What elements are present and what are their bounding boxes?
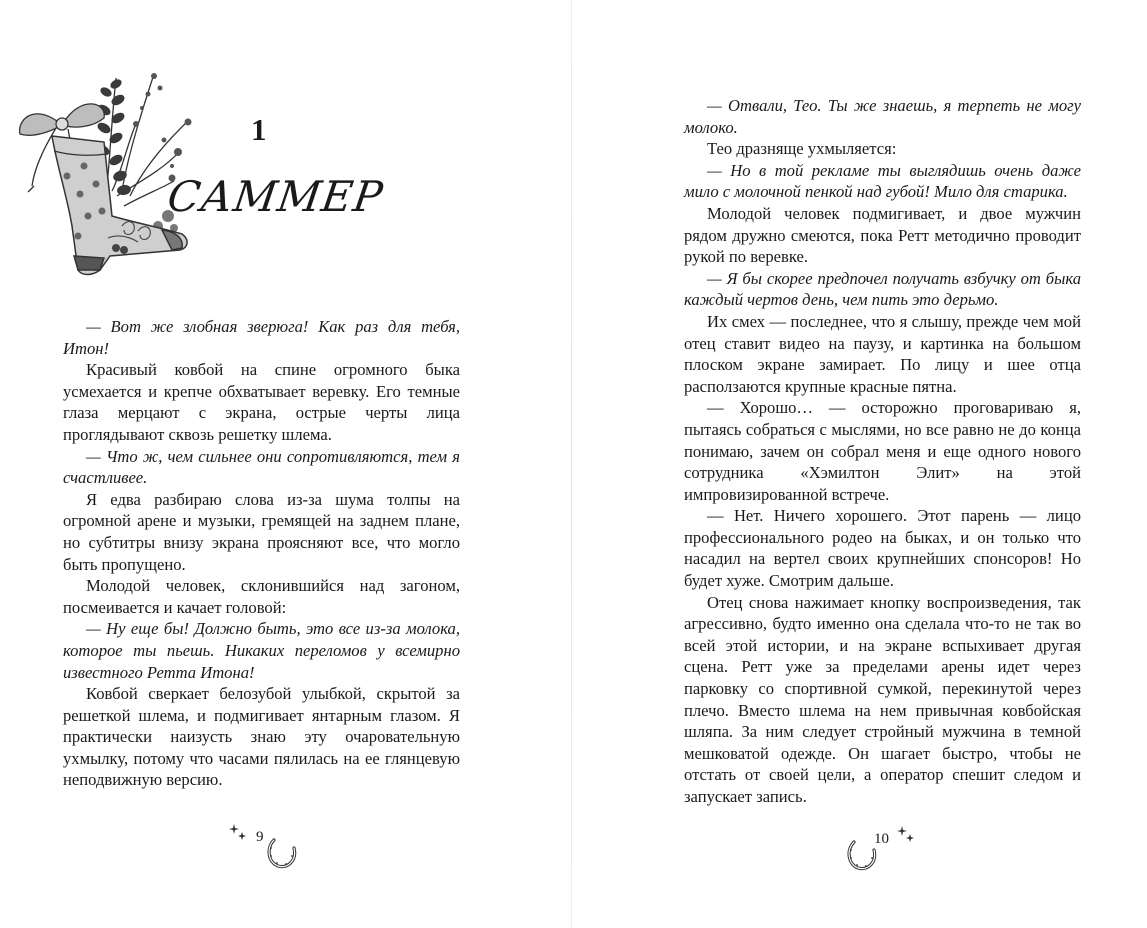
paragraph: — Но в той рекламе ты выглядишь очень даже мило с молочной пенкой над губой! Мило для старика.: [684, 160, 1081, 202]
right-page: [572, 0, 1147, 928]
left-page: [0, 0, 571, 928]
right-page-body: [684, 95, 1081, 808]
page-number: 9: [256, 829, 264, 845]
paragraph: — Вот же злобная зверюга! Как раз для тебя, Итон!: [63, 317, 460, 358]
sparkle-stars-icon: [228, 822, 248, 844]
chapter-title: САММЕР: [164, 172, 387, 221]
chapter-number: 1: [251, 112, 267, 147]
paragraph: Ковбой сверкает белозубой улыбкой, скрытой за решеткой шлема, и подмигивает янтарным глазом. Я практически наизусть знаю эту очаровательную ухмылку, потому что часами пялилась на ее глянцевую неподвижную версию.: [63, 684, 460, 790]
paragraph: — Я бы скорее предпочел получать взбучку от быка каждый чертов день, чем пить это дерьмо.: [684, 268, 1081, 310]
paragraph: Тео дразняще ухмыляется:: [707, 139, 897, 159]
sparkle-stars-icon: [896, 824, 916, 846]
paragraph: — Отвали, Тео. Ты же знаешь, я терпеть не могу молоко.: [684, 96, 1081, 137]
paragraph: — Нет. Ничего хорошего. Этот парень — лицо профессионального родео на быках, и он только что насадил на вертел своих крупнейших спонсоров! Но будет хуже. Смотрим дальше.: [684, 506, 1081, 591]
page-number: 10: [874, 831, 889, 847]
paragraph: Отец снова нажимает кнопку воспроизведения, так агрессивно, будто именно она сделала что-то не так во всей этой истории, и на экране вспыхивает другая сцена. Ретт уже за пределами арены идет через парковку со спортивной сумкой, перекинутой через плечо. Вместо шлема на нем привычная ковбойская шляпа. За ним следует стройный мужчина в темной мешковатой одежде. Он шагает быстро, чтобы не отстать от своей цели, а оператор спешит следом и запускает запись.: [684, 592, 1081, 806]
paragraph: — Ну еще бы! Должно быть, это все из-за молока, которое ты пьешь. Никаких переломов у всемирно известного Ретта Итона!: [63, 619, 460, 682]
paragraph: Молодой человек, склонившийся над загоном, посмеивается и качает головой:: [63, 576, 460, 617]
paragraph: Красивый ковбой на спине огромного быка усмехается и крепче обхватывает веревку. Его темные глаза мерцают с экрана, острые черты лица проглядывают сквозь решетку шлема.: [63, 360, 460, 444]
paragraph: — Что ж, чем сильнее они сопротивляются, тем я счастливее.: [63, 446, 460, 488]
paragraph: — Хорошо… — осторожно проговариваю я, пытаясь собраться с мыслями, но все равно не до конца понимаю, зачем он собрал меня и еще одного нового сотрудника «Хэмилтон Элит» на этой импровизированной встрече.: [684, 398, 1081, 504]
paragraph: Их смех — последнее, что я слышу, прежде чем мой отец ставит видео на паузу, и картинка на большом плоском экране замирает. По лицу и шее отца расползаются крупные красные пятна.: [684, 311, 1081, 396]
horseshoe-icon: [266, 836, 298, 870]
left-page-body: [63, 316, 460, 791]
paragraph: Я едва разбираю слова из-за шума толпы на огромной арене и музыки, гремящей на заднем плане, но субтитры внизу экрана проясняют все, что могло быть пропущено.: [63, 489, 460, 574]
paragraph: Молодой человек подмигивает, и двое мужчин рядом дружно смеются, пока Ретт методично проводит рукой по веревке.: [684, 203, 1081, 267]
cowboy-boot-illustration: [12, 66, 192, 278]
